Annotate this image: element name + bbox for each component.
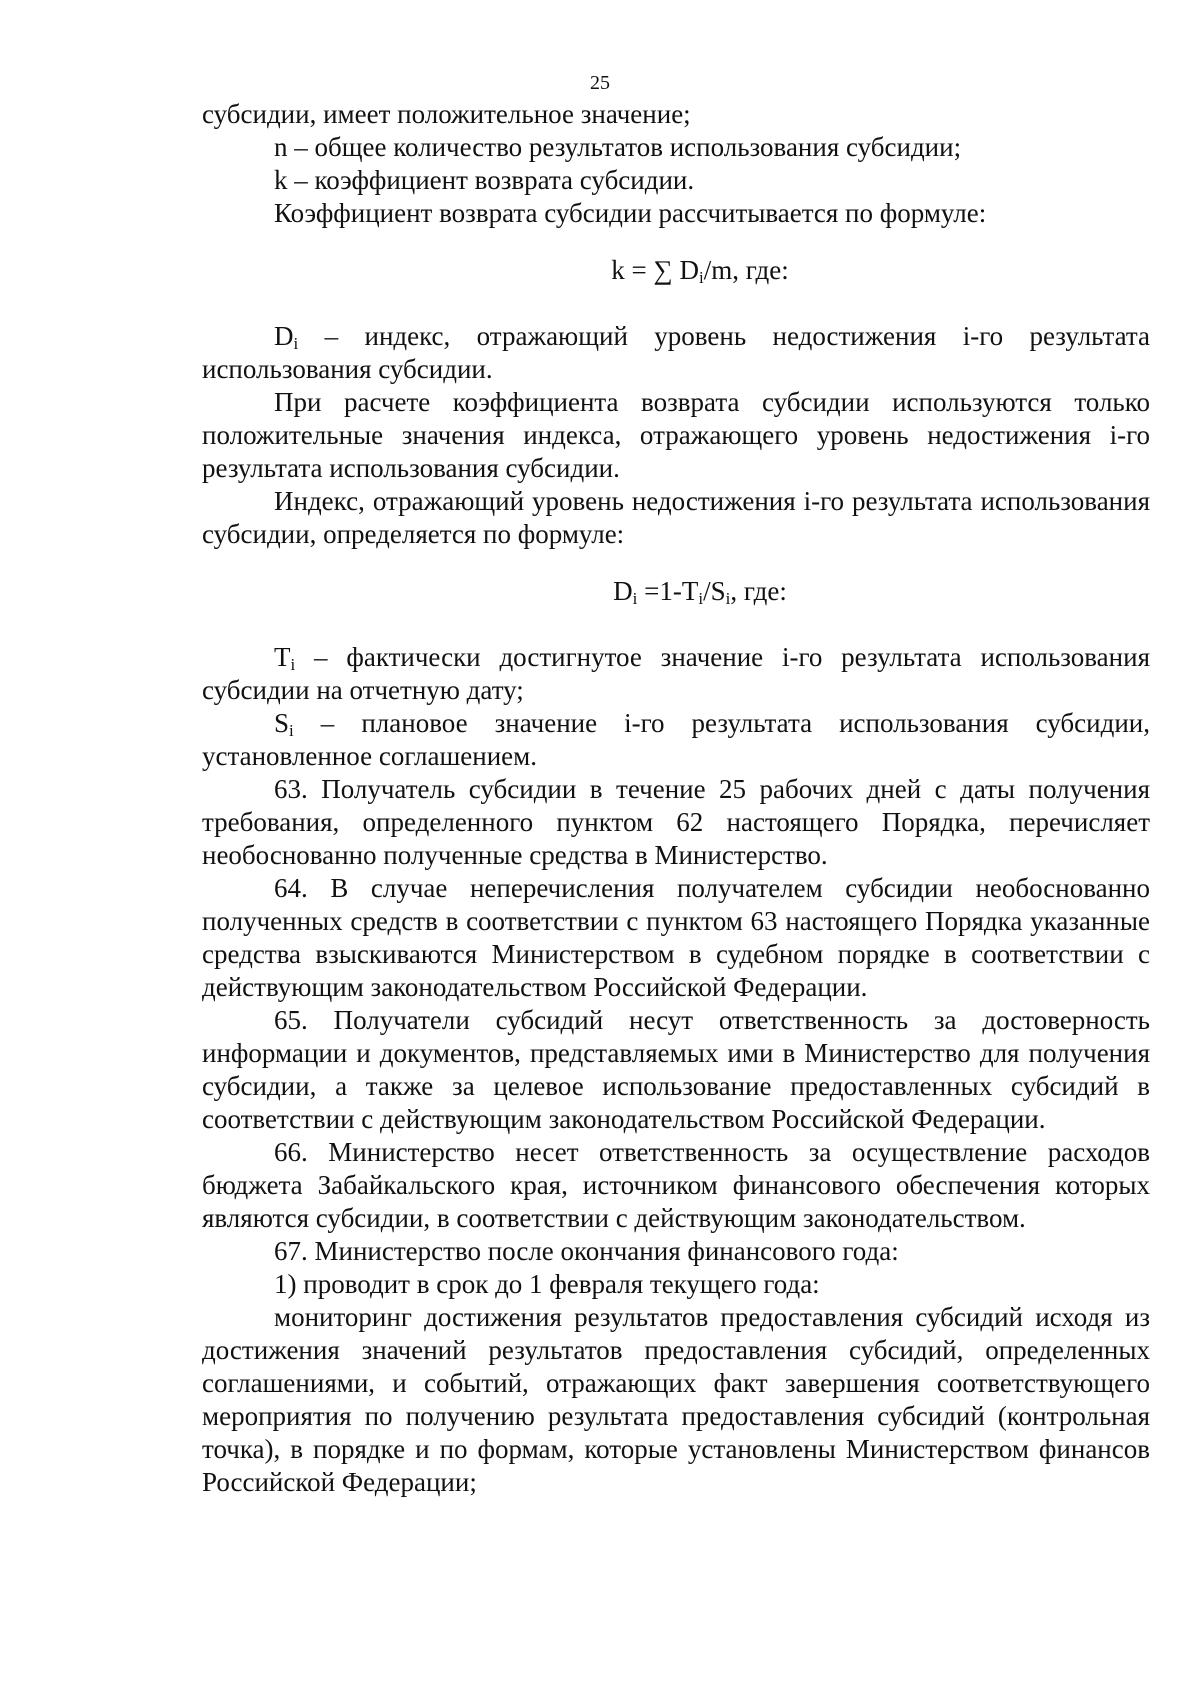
paragraph-64: 64. В случае неперечисления получателем субсидии необоснованно полученных средств в соответствии с пунктом 63 настоящего Порядка указанные средства взыскиваются Министерством в судебном порядке в соответствии с действующим законодательством Российской Федерации.: [202, 873, 1150, 1002]
formula-k-lhs: k = ∑ D: [611, 255, 700, 285]
formula-di-t-sub: i: [698, 589, 704, 608]
paragraph-65: 65. Получатели субсидий несут ответственность за достоверность информации и документов, представляемых ими в Министерство для получения субсидии, а также за целевое использование предоставленных субсидий в соответствии с действующим законодательством Российской Федерации.: [202, 1005, 1150, 1134]
paragraph-67: 67. Министерство после окончания финансового года:: [274, 1236, 899, 1266]
formula-k-rhs: /m, где:: [703, 255, 789, 285]
paragraph-top-0: субсидии, имеет положительное значение;: [202, 99, 691, 129]
definition-si-sub: i: [289, 721, 294, 740]
formula-di-d: D: [613, 576, 633, 606]
paragraph-mid-0: При расчете коэффициента возврата субсидии используются только положительные значения индекса, отражающего уровень недостижения i-го результата использования субсидии.: [202, 387, 1150, 483]
definition-di-symbol: D: [274, 321, 294, 351]
definition-ti-symbol: T: [274, 642, 291, 672]
formula-di-mid2: /S: [703, 576, 726, 606]
definition-di: [202, 320, 1150, 386]
definition-si-text: – плановое значение i-го результата использования субсидии, установленное соглашением.: [202, 708, 1150, 771]
paragraph-mid-1: Индекс, отражающий уровень недостижения i-го результата использования субсидии, определяется по формуле:: [202, 486, 1150, 549]
formula-k: [202, 254, 1150, 287]
definition-si: [202, 707, 1150, 773]
paragraph-top-3: Коэффициент возврата субсидии рассчитывается по формуле:: [274, 198, 987, 228]
definition-ti: [202, 641, 1150, 707]
paragraph-66: 66. Министерство несет ответственность за осуществление расходов бюджета Забайкальского края, источником финансового обеспечения которых являются субсидии, в соответствии с действующим законодательством.: [202, 1137, 1150, 1233]
formula-di: [202, 575, 1150, 608]
paragraph-67-1: 1) проводит в срок до 1 февраля текущего года:: [274, 1269, 820, 1299]
definition-ti-sub: i: [290, 655, 296, 674]
definition-di-sub: i: [293, 334, 299, 353]
definition-di-text: – индекс, отражающий уровень недостижения i-го результата использования субсидии.: [202, 321, 1150, 384]
paragraph-monitoring: мониторинг достижения результатов предоставления субсидий исходя из достижения значений результатов предоставления субсидий, определенных соглашениями, и событий, отражающих факт завершения соответствующего мероприятия по получению результата предоставления субсидий (контрольная точка), в порядке и по формам, которые установлены Министерством финансов Российской Федерации;: [202, 1302, 1150, 1497]
paragraph-top-2: k – коэффициент возврата субсидии.: [274, 165, 695, 195]
formula-di-s-sub: i: [725, 589, 731, 608]
paragraph-63: 63. Получатель субсидии в течение 25 рабочих дней с даты получения требования, определенного пунктом 62 настоящего Порядка, перечисляет необоснованно полученные средства в Министерство.: [202, 774, 1150, 870]
formula-di-d-sub: i: [632, 589, 638, 608]
definition-ti-text: – фактически достигнутое значение i-го результата использования субсидии на отчетную дату;: [202, 642, 1150, 705]
definition-si-symbol: S: [274, 708, 290, 738]
page-number: 25: [590, 72, 610, 94]
formula-di-mid1: =1-T: [637, 576, 699, 606]
paragraph-top-1: n – общее количество результатов использования субсидии;: [274, 132, 962, 162]
document-body: [202, 98, 1150, 1499]
formula-k-sub: i: [699, 268, 704, 287]
formula-di-end: , где:: [730, 576, 787, 606]
